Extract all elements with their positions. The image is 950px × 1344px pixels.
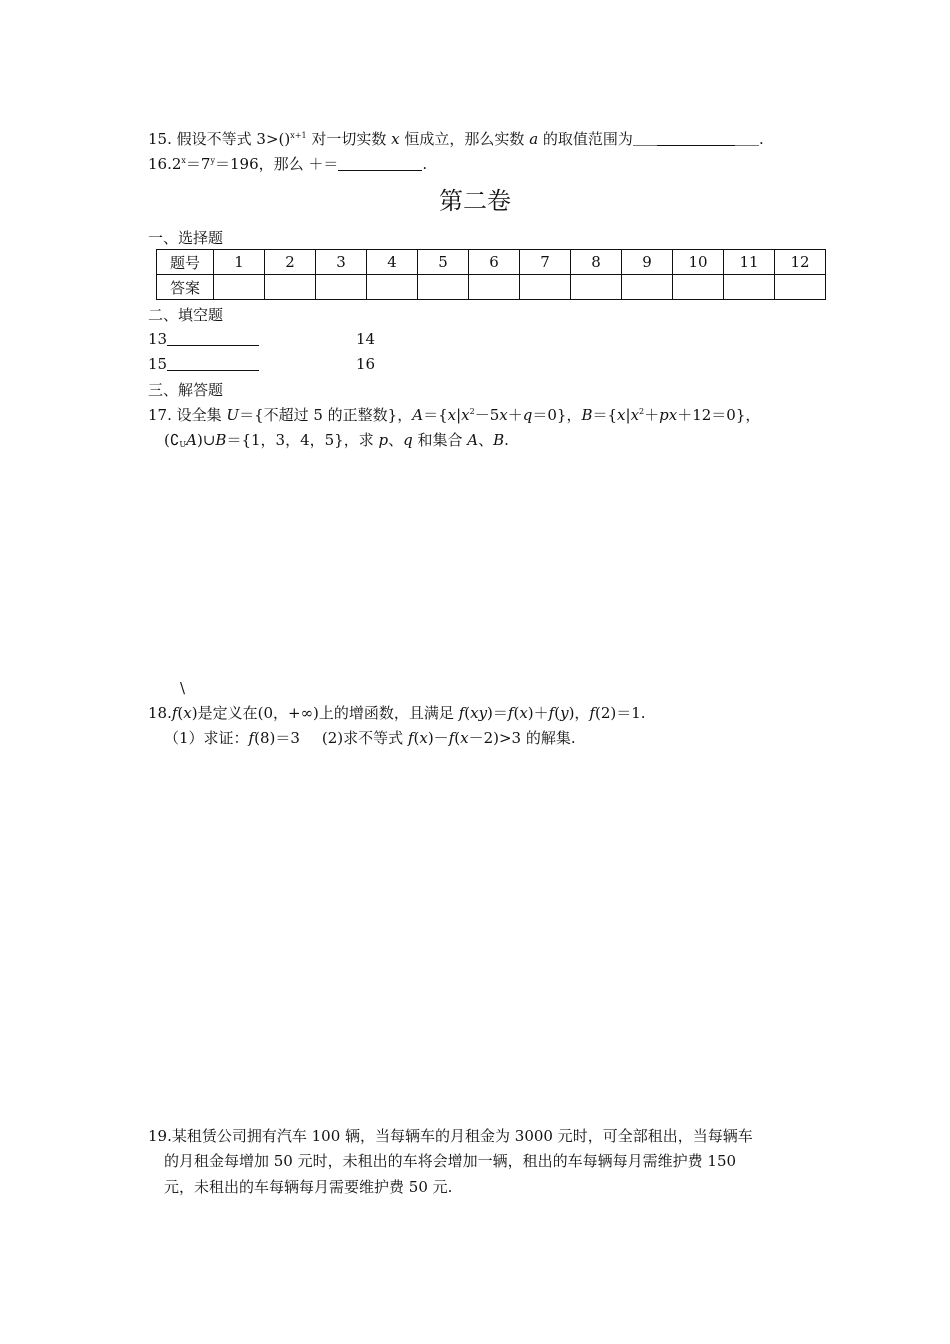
question-15: 15. 假设不等式 3>()$^{x+1}$ 对一切实数 x 恒成立，那么实数 a 的取值范围为 . [148,130,764,148]
fill-label-16: 16 [356,355,376,373]
question-17-line-2: $(∁_UA)\cup B=\{1$，3，4，5}，求 p、q 和集合 A、B. [164,431,509,449]
answer-cell[interactable] [775,275,826,300]
fill-label-14: 14 [356,330,376,348]
answer-cell[interactable] [469,275,520,300]
question-19-line-1: 19.某租赁公司拥有汽车 100 辆，当每辆车的月租金为 3000 元时，可全部租出，当每辆车 [148,1127,753,1145]
answer-cell[interactable] [520,275,571,300]
table-cell-number: 7 [520,250,571,275]
answer-blank-15c [735,131,759,146]
answer-blank-15b [657,131,735,146]
answer-cell[interactable] [367,275,418,300]
question-17-line-1: 17. 设全集 U＝{不超过 5 的正整数}，$A=\{x|x^2-5x+q=0\}$，$B=\{x|x^2+px+12=0\}$， [148,406,761,424]
question-16: $16.2^x=7^y=196$，那么 ＋＝ . [148,155,428,173]
answer-cell[interactable] [673,275,724,300]
fill-row-15: 15 [148,354,259,374]
table-cell-number: 1 [214,250,265,275]
table-cell-number: 9 [622,250,673,275]
question-19-line-3: 元，未租出的车每辆每月需要维护费 50 元. [164,1178,453,1196]
section-title: 第二卷 [439,187,511,215]
answer-blank-15a [633,131,657,146]
part2-heading: 二、填空题 [148,306,224,324]
table-cell-number: 12 [775,250,826,275]
part1-heading: 一、选择题 [148,229,224,247]
answer-blank-16 [338,156,422,171]
fill-blank-15[interactable] [167,356,259,371]
row-label-answer: 答案 [157,275,214,300]
fill-row-13: 13 [148,329,259,349]
table-cell-number: 8 [571,250,622,275]
answer-table [156,249,826,300]
table-cell-number: 3 [316,250,367,275]
part3-heading: 三、解答题 [148,381,224,399]
answer-cell[interactable] [265,275,316,300]
answer-table-number-row [157,250,826,275]
table-cell-number: 2 [265,250,316,275]
table-cell-number: 11 [724,250,775,275]
answer-cell[interactable] [214,275,265,300]
row-label-number: 题号 [157,250,214,275]
stray-mark: \ [180,679,186,697]
question-18-line-1: 18.f(x)是定义在(0，+∞)上的增函数，且满足 f(xy)＝f(x)＋f(y)，f(2)＝1. [148,704,646,722]
table-cell-number: 4 [367,250,418,275]
table-cell-number: 10 [673,250,724,275]
answer-cell[interactable] [571,275,622,300]
question-19-line-2: 的月租金每增加 50 元时，未租出的车将会增加一辆，租出的车每辆每月需维护费 150 [164,1152,737,1170]
table-cell-number: 6 [469,250,520,275]
answer-cell[interactable] [316,275,367,300]
answer-cell[interactable] [418,275,469,300]
table-cell-number: 5 [418,250,469,275]
fill-blank-13[interactable] [167,331,259,346]
answer-table-answer-row [157,275,826,300]
question-18-line-2: （1）求证：f(8)＝3 (2)求不等式 f(x)－f(x－2)>3 的解集. [164,729,576,747]
answer-cell[interactable] [622,275,673,300]
answer-cell[interactable] [724,275,775,300]
